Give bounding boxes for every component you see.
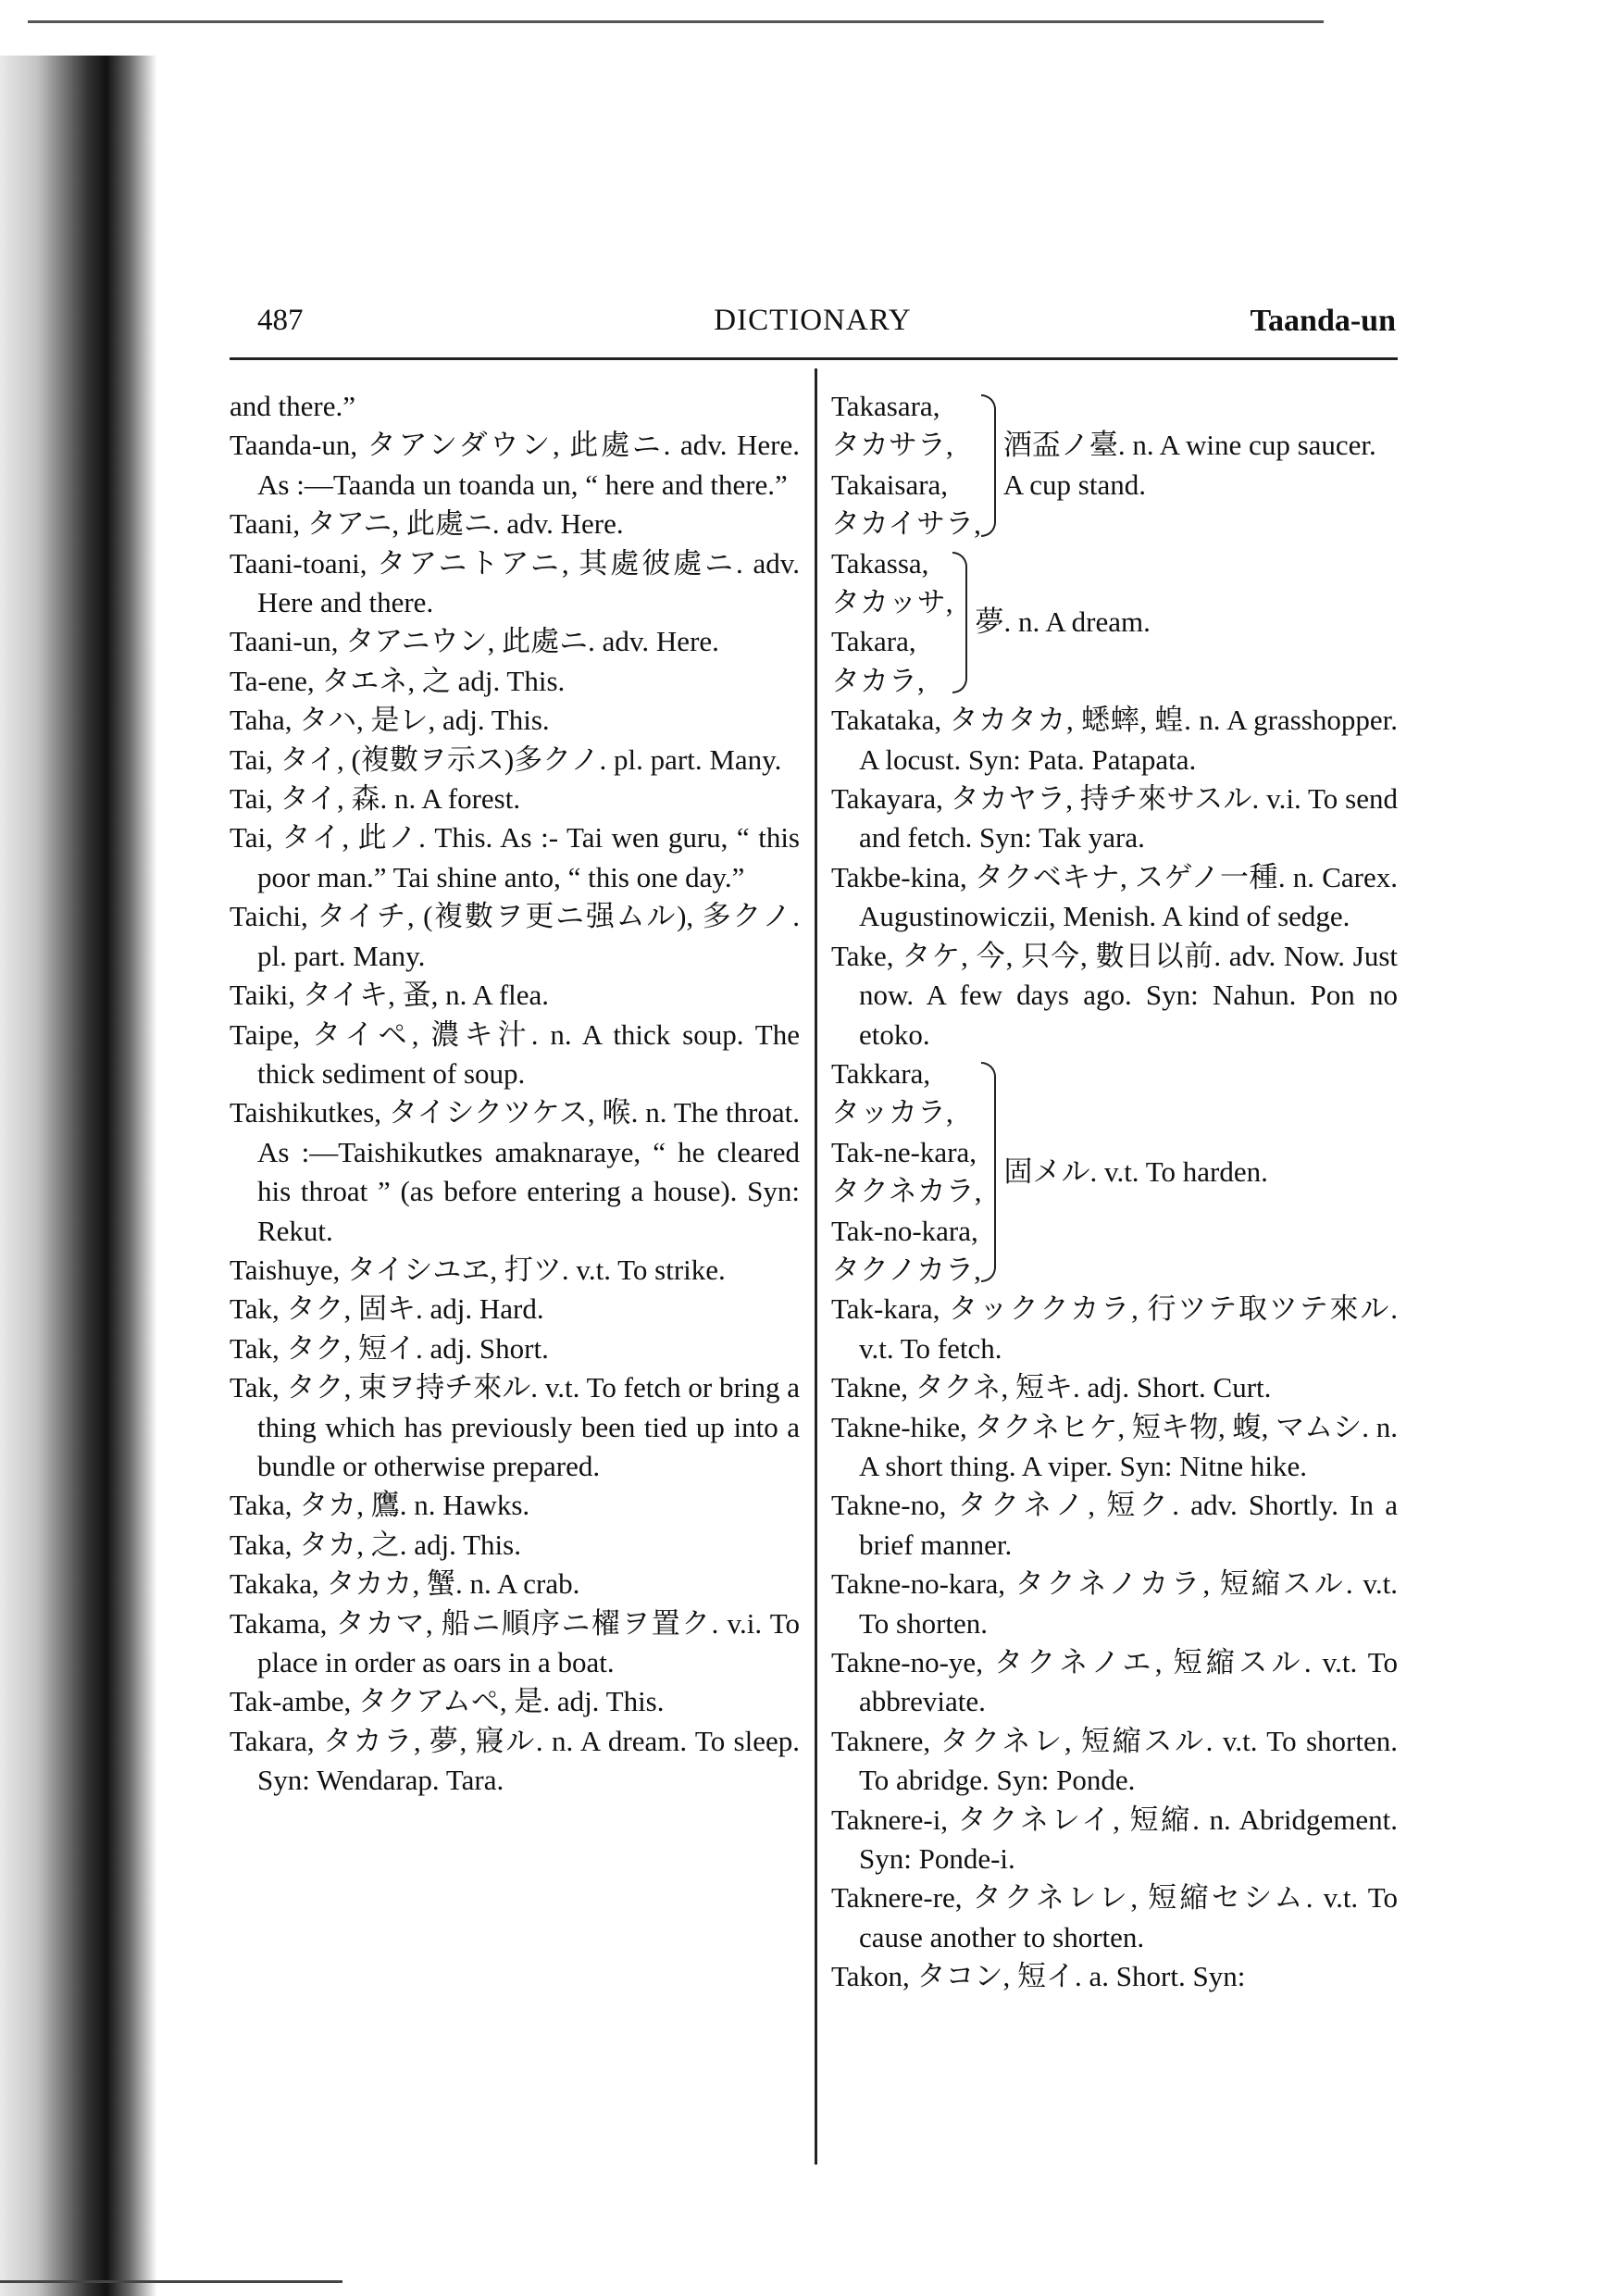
column-divider [815,368,817,2165]
headword: タクノカラ, [831,1253,981,1286]
entry: Taishikutkes, タイシクツケス, 喉. n. The throat. As :—Taishikutkes amaknaraye, “ he cleared his throat ” (as before entering a house). Syn: Rekut. [230,1096,800,1247]
entry: Takne-no-ye, タクネノエ, 短縮スル. v.t. To abbreviate. [831,1646,1398,1718]
headword: Takasara, [831,390,940,422]
entry: Take, タケ, 今, 只今, 數日以前. adv. Now. Just now. A few days ago. Syn: Nahun. Pon no etoko. [831,939,1398,1051]
entry: Takne-no-kara, タクネノカラ, 短縮スル. v.t. To shorten. [831,1567,1398,1640]
scan-bottom-edge [0,2280,342,2283]
group-headwords [831,1054,981,1290]
headword: Takaisara, [831,468,949,501]
entry: Takbe-kina, タクベキナ, スゲノ一種. n. Carex. Augustinowiczii, Menish. A kind of sedge. [831,860,1398,933]
entry: Taani-toani, タアニトアニ, 其處彼處ニ. adv. Here and there. [230,546,800,619]
entry: Taani-un, タアニウン, 此處ニ. adv. Here. [230,625,719,658]
entry: Takne, タクネ, 短キ. adj. Short. Curt. [831,1371,1272,1404]
entry: Takama, タカマ, 船ニ順序ニ櫂ヲ置ク. v.i. To place in order as oars in a boat. [230,1606,800,1678]
brace [952,552,967,694]
headword: タカイサラ, [831,507,981,541]
entry: Taha, タハ, 是レ, adj. This. [230,704,550,737]
entry: Tai, タイ, 此ノ. This. As :- Tai wen guru, “ this poor man.” Tai shine anto, “ this one day.” [230,821,800,893]
headword: タカサラ, [831,429,953,462]
headword: Takkara, [831,1056,931,1090]
binding-shadow [0,56,157,2296]
entry: Takne-no, タクネノ, 短ク. adv. Shortly. In a brief manner. [831,1489,1398,1561]
entry: Takayara, タカヤラ, 持チ來サスル. v.i. To send and fetch. Syn: Tak yara. [831,782,1398,855]
entry: Tak-kara, タッククカラ, 行ツテ取ツテ來ル. v.t. To fetch. [831,1292,1398,1365]
entry: Tak, タク, 束ヲ持チ來ル. v.t. To fetch or bring a thing which has previously been tied up into a bundle or otherwise prepared. [230,1371,800,1482]
entry: Taani, タアニ, 此處ニ. adv. Here. [230,507,624,541]
brace [981,1062,996,1282]
entry: Takne-hike, タクネヒケ, 短キ物, 蝮, マムシ. n. A short thing. A viper. Syn: Nitne hike. [831,1410,1398,1482]
entry: Taka, タカ, 之. adj. This. [230,1528,521,1561]
entry: Taishuye, タイシユヱ, 打ツ. v.t. To strike. [230,1253,726,1286]
headword: タクネカラ, [831,1175,982,1208]
entry: Takaka, タカカ, 蟹. n. A crab. [230,1567,580,1601]
headword: タカラ, [831,664,925,697]
left-column [230,387,800,1801]
right-column [831,387,1398,1997]
entry: Taknere-re, タクネレレ, 短縮セシム. v.t. To cause another to shorten. [831,1881,1398,1953]
group-definition: 酒盃ノ臺. n. A wine cup saucer. A cup stand. [1002,429,1376,501]
entry: Taka, タカ, 鷹. n. Hawks. [230,1489,530,1522]
entry: Taichi, タイチ, (複數ヲ更ニ强ムル), 多クノ. pl. part. Many. [230,900,800,972]
braced-entry-group [831,544,1398,702]
guide-word: Taanda-un [1250,304,1396,338]
entry: Tai, タイ, (複數ヲ示ス)多クノ. pl. part. Many. [230,742,782,776]
entry: Tak, タク, 固キ. adj. Hard. [230,1292,544,1326]
entry: and there.” [230,390,355,422]
entry: Tak-ambe, タクアムペ, 是. adj. This. [230,1685,665,1718]
braced-entry-group [831,1054,1398,1290]
scan-top-edge [28,20,1324,23]
headword: Tak-no-kara, [831,1214,978,1247]
running-head: DICTIONARY [714,304,912,337]
headword: タカッサ, [831,586,953,619]
entry: Taknere-i, タクネレイ, 短縮. n. Abridgement. Syn: Ponde-i. [831,1803,1398,1876]
entry: Taknere, タクネレ, 短縮スル. v.t. To shorten. To abridge. Syn: Ponde. [831,1724,1398,1797]
brace [981,394,996,537]
entry: Ta-ene, タエネ, 之 adj. This. [230,664,566,697]
braced-entry-group [831,387,1398,544]
group-headwords [831,544,952,702]
entry: Takara, タカラ, 夢, 寢ル. n. A dream. To sleep. Syn: Wendarap. Tara. [230,1724,800,1797]
headword: タッカラ, [831,1096,953,1129]
group-definition: 固メル. v.t. To harden. [1003,1154,1268,1188]
header-rule [230,357,1398,360]
entry: Taipe, タイペ, 濃キ汁. n. A thick soup. The thick sediment of soup. [230,1017,800,1090]
headword: Tak-ne-kara, [831,1135,977,1168]
entry: Taanda-un, タアンダウン, 此處ニ. adv. Here. As :—Taanda un toanda un, “ here and there.” [230,429,800,501]
entry: Takataka, タカタカ, 蟋蟀, 蝗. n. A grasshopper. A locust. Syn: Pata. Patapata. [831,704,1398,776]
group-headwords [831,387,981,544]
entry: Taiki, タイキ, 蚤, n. A flea. [230,979,550,1012]
page-number: 487 [257,304,304,337]
entry: Takon, タコン, 短イ. a. Short. Syn: [831,1960,1246,1993]
headword: Takassa, [831,546,929,580]
group-definition: 夢. n. A dream. [975,605,1151,639]
headword: Takara, [831,625,916,658]
entry: Tak, タク, 短イ. adj. Short. [230,1331,549,1365]
entry: Tai, タイ, 森. n. A forest. [230,782,521,816]
page-header [230,294,1396,346]
